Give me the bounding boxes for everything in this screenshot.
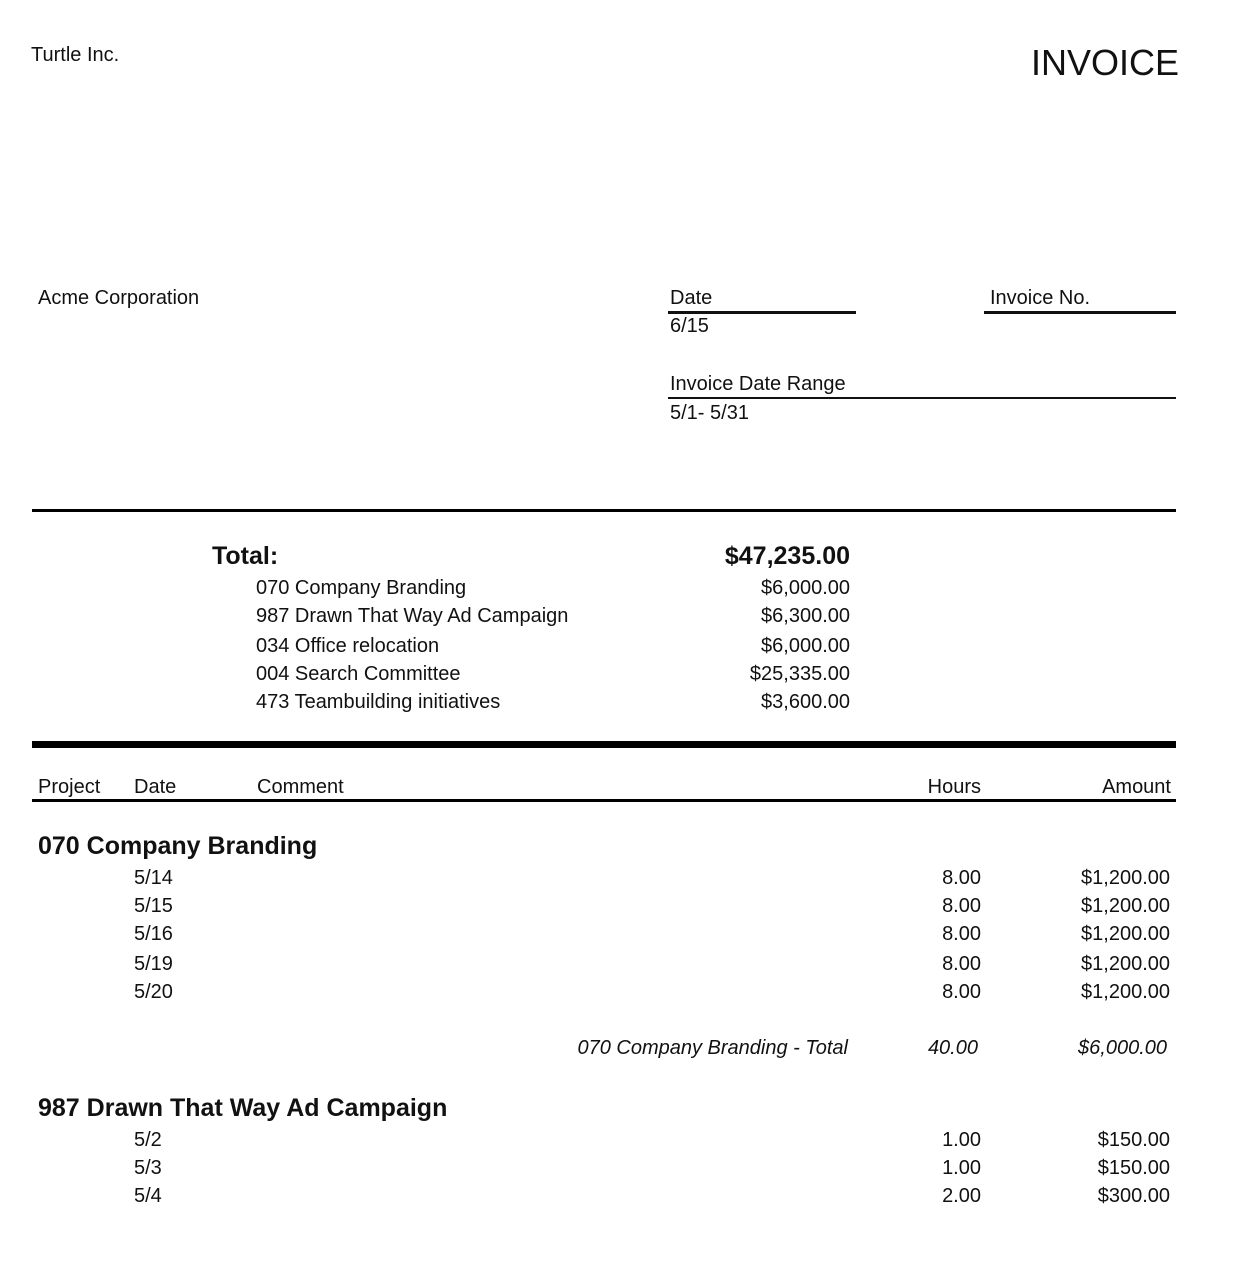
summary-project-name: 070 Company Branding xyxy=(256,577,467,599)
line-item-amount: $150.00 xyxy=(1097,1129,1170,1151)
summary-row xyxy=(0,663,1244,691)
client-name: Acme Corporation xyxy=(38,287,200,309)
project-group-title: 070 Company Branding xyxy=(38,832,318,860)
total-label: Total: xyxy=(212,542,279,570)
date-range-label: Invoice Date Range xyxy=(670,373,846,395)
line-item-date: 5/2 xyxy=(134,1129,162,1151)
date-value: 6/15 xyxy=(670,315,709,337)
invoice-number-label: Invoice No. xyxy=(990,287,1091,309)
line-item-row xyxy=(0,1185,1244,1213)
date-range-underline xyxy=(668,397,1176,399)
line-item-hours: 1.00 xyxy=(942,1157,981,1179)
document-title: INVOICE xyxy=(1031,42,1180,83)
line-item-hours: 1.00 xyxy=(942,1129,981,1151)
line-item-amount: $1,200.00 xyxy=(1081,923,1170,945)
line-item-amount: $1,200.00 xyxy=(1081,895,1170,917)
line-item-row xyxy=(0,1129,1244,1157)
summary-project-name: 473 Teambuilding initiatives xyxy=(256,691,501,713)
column-header-amount: Amount xyxy=(1102,776,1171,798)
summary-project-amount: $6,000.00 xyxy=(761,635,850,657)
line-item-date: 5/4 xyxy=(134,1185,162,1207)
line-item-amount: $1,200.00 xyxy=(1081,953,1170,975)
date-underline xyxy=(668,311,856,314)
project-group-title: 987 Drawn That Way Ad Campaign xyxy=(38,1094,448,1122)
line-item-row xyxy=(0,1157,1244,1185)
column-header-divider xyxy=(32,799,1176,802)
subtotal-label: 070 Company Branding - Total xyxy=(577,1037,848,1059)
column-header-comment: Comment xyxy=(257,776,344,798)
summary-project-name: 004 Search Committee xyxy=(256,663,461,685)
summary-project-amount: $3,600.00 xyxy=(761,691,850,713)
line-item-amount: $150.00 xyxy=(1097,1157,1170,1179)
summary-row xyxy=(0,605,1244,633)
summary-project-amount: $6,000.00 xyxy=(761,577,850,599)
line-item-hours: 8.00 xyxy=(942,867,981,889)
column-header-date: Date xyxy=(134,776,177,798)
line-item-row xyxy=(0,867,1244,895)
line-item-date: 5/14 xyxy=(134,867,173,889)
line-item-row xyxy=(0,953,1244,981)
line-item-hours: 8.00 xyxy=(942,895,981,917)
subtotal-amount: $6,000.00 xyxy=(1078,1037,1167,1059)
line-item-hours: 2.00 xyxy=(942,1185,981,1207)
company-name: Turtle Inc. xyxy=(31,44,120,66)
summary-row xyxy=(0,635,1244,663)
line-item-row xyxy=(0,923,1244,951)
date-label: Date xyxy=(670,287,713,309)
line-item-date: 5/15 xyxy=(134,895,173,917)
summary-project-name: 987 Drawn That Way Ad Campaign xyxy=(256,605,569,627)
line-item-hours: 8.00 xyxy=(942,981,981,1003)
summary-top-divider xyxy=(32,509,1176,512)
summary-row xyxy=(0,691,1244,719)
line-item-row xyxy=(0,895,1244,923)
invoice-number-underline xyxy=(984,311,1176,314)
line-item-date: 5/20 xyxy=(134,981,173,1003)
subtotal-hours: 40.00 xyxy=(927,1037,978,1059)
summary-row xyxy=(0,577,1244,605)
line-item-amount: $1,200.00 xyxy=(1081,981,1170,1003)
summary-project-amount: $6,300.00 xyxy=(761,605,850,627)
line-item-date: 5/19 xyxy=(134,953,173,975)
column-header-project: Project xyxy=(38,776,101,798)
line-item-amount: $300.00 xyxy=(1097,1185,1170,1207)
line-item-date: 5/16 xyxy=(134,923,173,945)
line-item-hours: 8.00 xyxy=(942,953,981,975)
line-item-hours: 8.00 xyxy=(942,923,981,945)
summary-project-amount: $25,335.00 xyxy=(749,663,850,685)
column-header-hours: Hours xyxy=(927,776,981,798)
total-value: $47,235.00 xyxy=(724,542,850,570)
line-item-row xyxy=(0,981,1244,1009)
date-range-value: 5/1- 5/31 xyxy=(670,402,749,424)
summary-project-name: 034 Office relocation xyxy=(256,635,440,657)
summary-bottom-divider xyxy=(32,741,1176,748)
project-subtotal-row xyxy=(0,1037,1244,1065)
line-item-date: 5/3 xyxy=(134,1157,162,1179)
line-item-amount: $1,200.00 xyxy=(1081,867,1170,889)
